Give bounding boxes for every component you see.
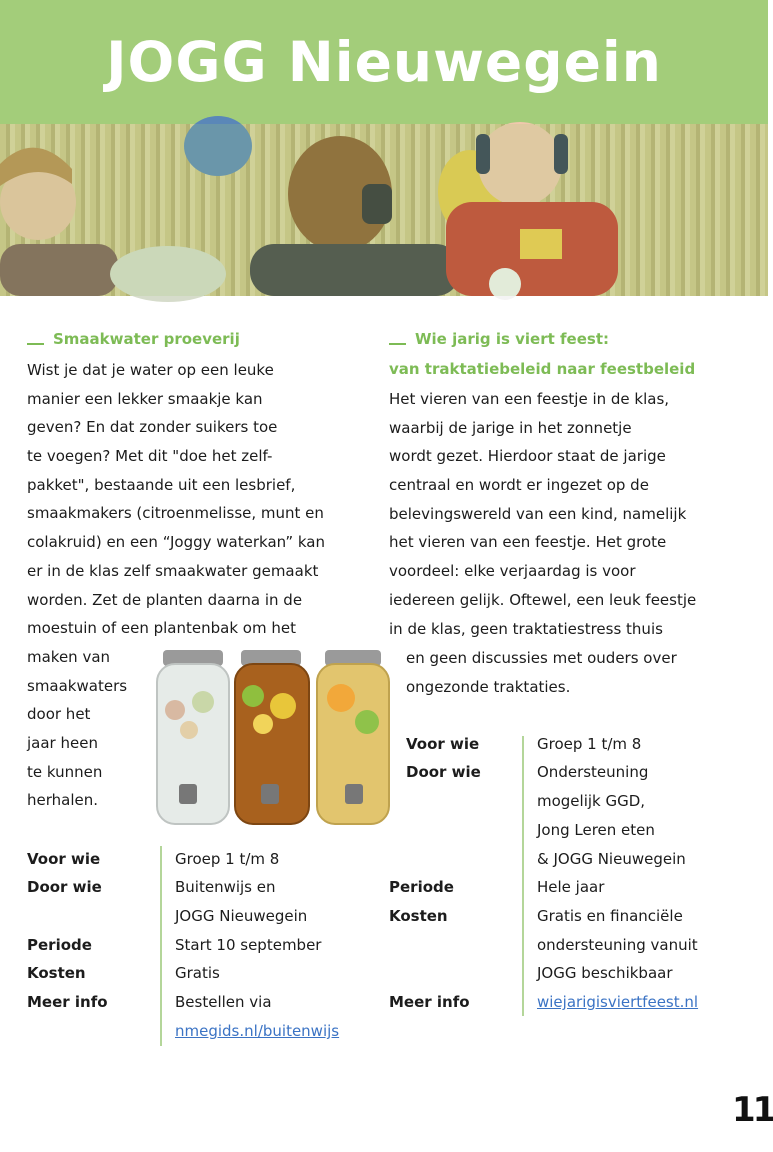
jar-clear	[157, 650, 229, 824]
buitenwijs-link[interactable]: nmegids.nl/buitenwijs	[175, 1022, 340, 1040]
right-section-heading: Wie jarig is viert feest:	[389, 330, 609, 348]
jar-yellow	[317, 650, 389, 824]
right-body-text: Het vieren van een feestje in de klas, waarbij de jarige in het zonnetje wordt gezet. Hierdoor staat de jarige centraal en wordt er ingezet op de belevingswereld van een kind, namelijk het vieren van een feestje. Het grote voordeel: elke verjaardag is voor iedereen gelijk. Oftewel, een leuk feestje in de klas, geen traktatiestress thuis	[389, 390, 697, 638]
left-section-heading: Smaakwater proeverij	[27, 330, 240, 348]
header-banner	[0, 0, 768, 124]
right-section-subheading: van traktatiebeleid naar feestbeleid	[389, 360, 696, 378]
wiejarig-link[interactable]: wiejarigisviertfeest.nl	[537, 993, 699, 1011]
header-photo	[0, 124, 768, 296]
left-body-text: Wist je dat je water op een leuke manier een lekker smaakje kan geven? En dat zonder suikers toe te voegen? Met dit "doe het zelf- pakket", bestaande uit een lesbrief, smaakmakers (citroenmelisse, munt en colakruid) en een “Joggy waterkan” kan er in de klas zelf smaakwater gemaakt worden. Zet de planten daarna in de moestuin of een plantenbak om het maken van smaakwaters door het jaar heen te kunnen herhalen.	[27, 361, 325, 810]
page-title: JOGG Nieuwegein	[106, 30, 662, 94]
right-body-text-indented: en geen discussies met ouders over ongezonde traktaties.	[406, 649, 677, 696]
page-number: 11	[732, 1090, 773, 1130]
water-jars-image	[153, 650, 395, 830]
jar-amber	[235, 650, 309, 824]
